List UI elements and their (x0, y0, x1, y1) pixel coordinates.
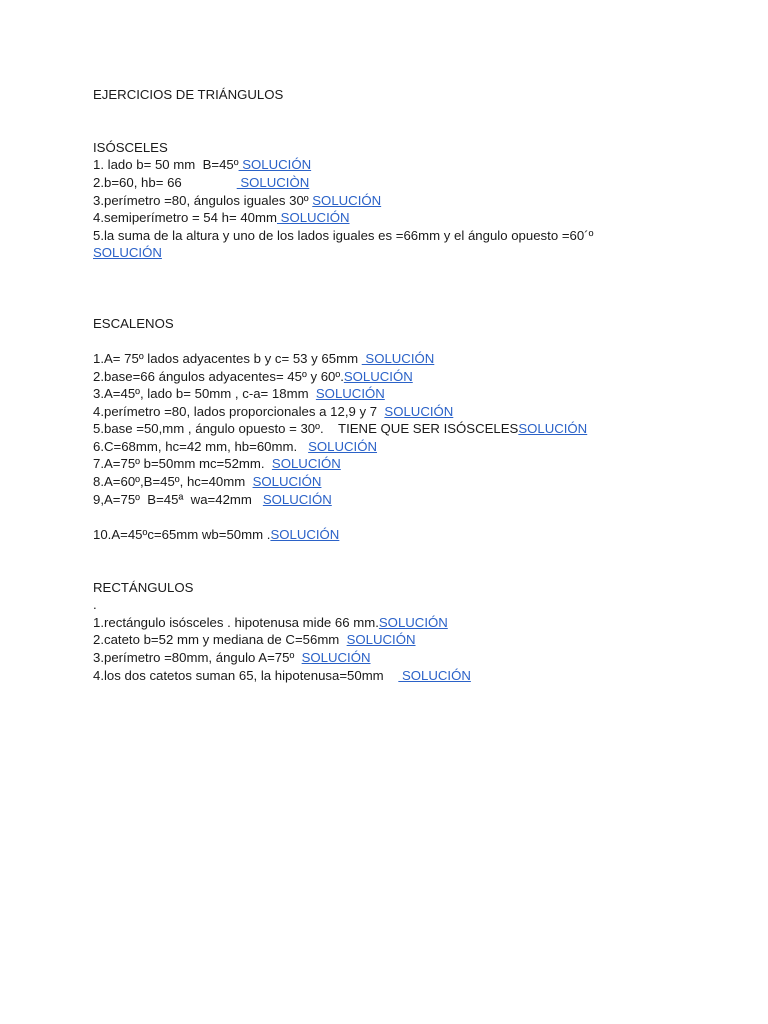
exercise-line (93, 614, 753, 632)
solution-link[interactable]: SOLUCIÒN (236, 174, 310, 190)
solution-link[interactable]: SOLUCIÓN (378, 614, 448, 630)
exercise-line (93, 350, 753, 368)
solution-link[interactable]: SOLUCIÓN (271, 456, 341, 472)
exercise-line (93, 156, 753, 174)
section-heading-rectangulos: RECTÁNGULOS (93, 579, 194, 595)
exercise-text: 4.perímetro =80, lados proporcionales a 12,9 y 7 (93, 403, 385, 419)
exercise-text: 10.A=45ºc=65mm wb=50mm . (93, 526, 271, 542)
exercise-text: 8.A=60º,B=45º, hc=40mm (93, 474, 253, 490)
exercise-text: 3.perímetro =80mm, ángulo A=75º (93, 650, 302, 665)
solution-link[interactable]: SOLUCIÓN (262, 491, 332, 507)
document-title: EJERCICIOS DE TRIÁNGULOS (93, 87, 284, 102)
exercise-text: 5.la suma de la altura y uno de los lados iguales es =66mm y el ángulo opuesto =60´º (93, 227, 594, 243)
section-heading-escalenos: ESCALENOS (93, 315, 174, 331)
solution-link[interactable]: SOLUCIÓN (346, 632, 416, 648)
exercise-text: 4.semiperímetro = 54 h= 40mm (93, 210, 277, 226)
solution-link[interactable]: SOLUCIÓN (93, 245, 162, 261)
exercise-line (93, 403, 753, 421)
solution-link[interactable]: SOLUCIÓN (308, 438, 378, 454)
exercise-text: 2.cateto b=52 mm y mediana de C=56mm (93, 632, 347, 648)
solution-link[interactable]: SOLUCIÓN (361, 350, 435, 366)
exercise-line (93, 244, 753, 262)
solution-link[interactable]: SOLUCIÓN (343, 368, 413, 384)
exercise-text: 1.rectángulo isósceles . hipotenusa mide 66 mm. (93, 614, 379, 630)
exercise-text: 2.base=66 ángulos adyacentes= 45º y 60º. (93, 368, 344, 384)
exercise-line (93, 385, 753, 403)
exercise-line (93, 649, 753, 667)
exercise-text: 7.A=75º b=50mm mc=52mm. (93, 456, 272, 472)
solution-link[interactable]: SOLUCIÓN (238, 157, 312, 173)
solution-link[interactable]: SOLUCIÓN (301, 650, 371, 665)
solution-link[interactable]: SOLUCIÓN (270, 526, 340, 542)
exercise-line (93, 420, 753, 438)
exercise-text: 4.los dos catetos suman 65, la hipotenusa=50mm (93, 667, 399, 683)
exercise-line (93, 667, 753, 685)
exercise-line (93, 209, 753, 227)
exercise-line (93, 631, 753, 649)
exercise-line (93, 438, 753, 456)
exercise-text: 3.perímetro =80, ángulos iguales 30º (93, 192, 313, 208)
exercise-text: 6.C=68mm, hc=42 mm, hb=60mm. (93, 438, 309, 454)
document-page (93, 86, 753, 684)
solution-link[interactable]: SOLUCIÓN (312, 192, 382, 208)
exercise-text: 5.base =50,mm , ángulo opuesto = 30º. TIENE QUE SER ISÓSCELES (93, 421, 519, 437)
exercise-text: 1.A= 75º lados adyacentes b y c= 53 y 65mm (93, 350, 362, 366)
solution-link[interactable]: SOLUCIÓN (315, 386, 385, 402)
solution-link[interactable]: SOLUCIÓN (384, 403, 454, 419)
section-heading-isosceles: ISÓSCELES (93, 139, 168, 155)
exercise-line (93, 491, 753, 509)
exercise-line (93, 473, 753, 491)
solution-link[interactable]: SOLUCIÓN (252, 474, 322, 490)
solution-link[interactable]: SOLUCIÓN (518, 421, 588, 437)
exercise-text: 2.b=60, hb= 66 (93, 174, 237, 190)
stray-dot: . (93, 597, 97, 613)
exercise-line (93, 227, 753, 245)
exercise-line (93, 526, 753, 544)
exercise-text: 1. lado b= 50 mm B=45º (93, 157, 239, 173)
solution-link[interactable]: SOLUCIÓN (398, 667, 471, 683)
exercise-text: 3.A=45º, lado b= 50mm , c-a= 18mm (93, 386, 316, 402)
exercise-line (93, 368, 753, 386)
exercise-line (93, 455, 753, 473)
exercise-line (93, 174, 753, 192)
exercise-text: 9,A=75º B=45ª wa=42mm (93, 491, 263, 507)
exercise-line (93, 192, 753, 210)
solution-link[interactable]: SOLUCIÓN (276, 210, 350, 226)
